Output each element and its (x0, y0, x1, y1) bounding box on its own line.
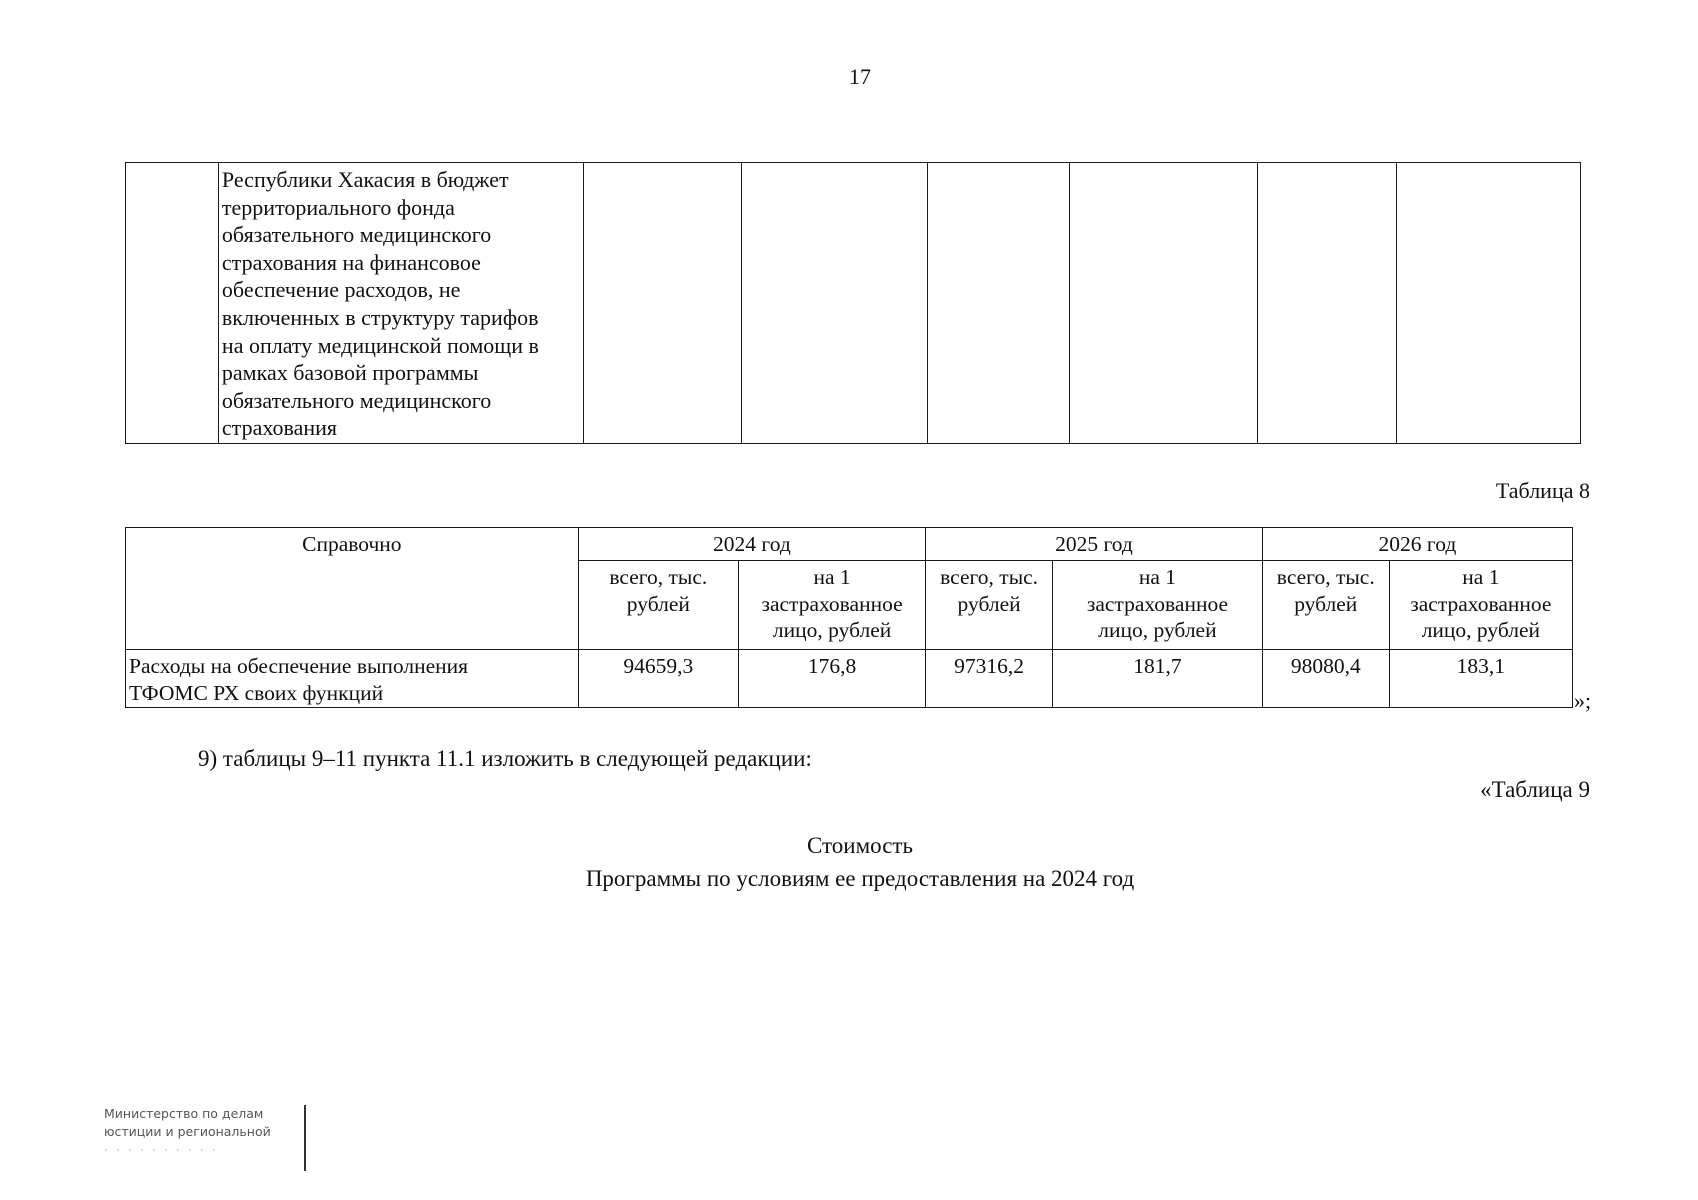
subheader-cell-total: всего, тыс. рублей (1262, 561, 1389, 650)
table-cell (583, 163, 741, 444)
row-label-cell: Расходы на обеспечение выполнения ТФОМС РХ своих функций (126, 650, 579, 708)
header-cell-label: Справочно (126, 528, 579, 650)
table8-label: Таблица 8 (1495, 478, 1590, 503)
text-line: страхования (221, 415, 338, 441)
text-line: обеспечение расходов, не (221, 277, 461, 303)
subheader-cell-per-person: на 1 застрахованное лицо, рублей (1053, 561, 1263, 650)
table9-label: «Таблица 9 (1480, 777, 1590, 802)
value-cell: 176,8 (739, 650, 926, 708)
continuation-table (125, 162, 1581, 444)
text-line: рамках базовой программы (221, 360, 479, 386)
text-line: Республики Хакасия в бюджет (221, 167, 509, 192)
subheader-cell-per-person: на 1 застрахованное лицо, рублей (739, 561, 926, 650)
section-title: Стоимость (807, 833, 913, 858)
value-cell: 94659,3 (578, 650, 738, 708)
paragraph-item-9: 9) таблицы 9–11 пункта 11.1 изложить в следующей редакции: (198, 746, 812, 771)
text-line: обязательного медицинского (221, 222, 492, 248)
value-cell: 97316,2 (926, 650, 1053, 708)
text-line: на оплату медицинской помощи в (221, 332, 539, 358)
stamp-faint-line: · · · · · · · · · · (104, 1142, 218, 1157)
closing-quote: »; (1574, 688, 1592, 713)
table-cell (1258, 163, 1397, 444)
table-row (126, 163, 1581, 444)
ministry-stamp (104, 1105, 306, 1171)
table-cell (126, 163, 219, 444)
table8 (125, 527, 1573, 708)
header-cell-year: 2026 год (1262, 528, 1572, 561)
page-number: 17 (849, 64, 871, 89)
subheader-cell-total: всего, тыс. рублей (926, 561, 1053, 650)
subheader-cell-total: всего, тыс. рублей (578, 561, 738, 650)
text-line: территориального фонда (221, 194, 455, 220)
subheader-cell-per-person: на 1 застрахованное лицо, рублей (1389, 561, 1572, 650)
table-cell (1397, 163, 1581, 444)
continuation-text (219, 163, 583, 442)
table-cell (928, 163, 1070, 444)
stamp-line: юстиции и региональной (104, 1124, 271, 1139)
table-cell (1070, 163, 1258, 444)
value-cell: 181,7 (1053, 650, 1263, 708)
table-cell (218, 163, 583, 444)
header-cell-year: 2025 год (926, 528, 1263, 561)
stamp-line: Министерство по делам (104, 1106, 264, 1121)
header-cell-year: 2024 год (578, 528, 925, 561)
value-cell: 183,1 (1389, 650, 1572, 708)
text-line: включенных в структуру тарифов (221, 304, 539, 330)
table-header-row (126, 528, 1573, 561)
text-line: обязательного медицинского (221, 387, 492, 413)
section-subtitle: Программы по условиям ее предоставления на 2024 год (585, 866, 1135, 891)
table-cell (741, 163, 928, 444)
text-line: страхования на финансовое (221, 249, 481, 275)
table-row (126, 650, 1573, 708)
value-cell: 98080,4 (1262, 650, 1389, 708)
